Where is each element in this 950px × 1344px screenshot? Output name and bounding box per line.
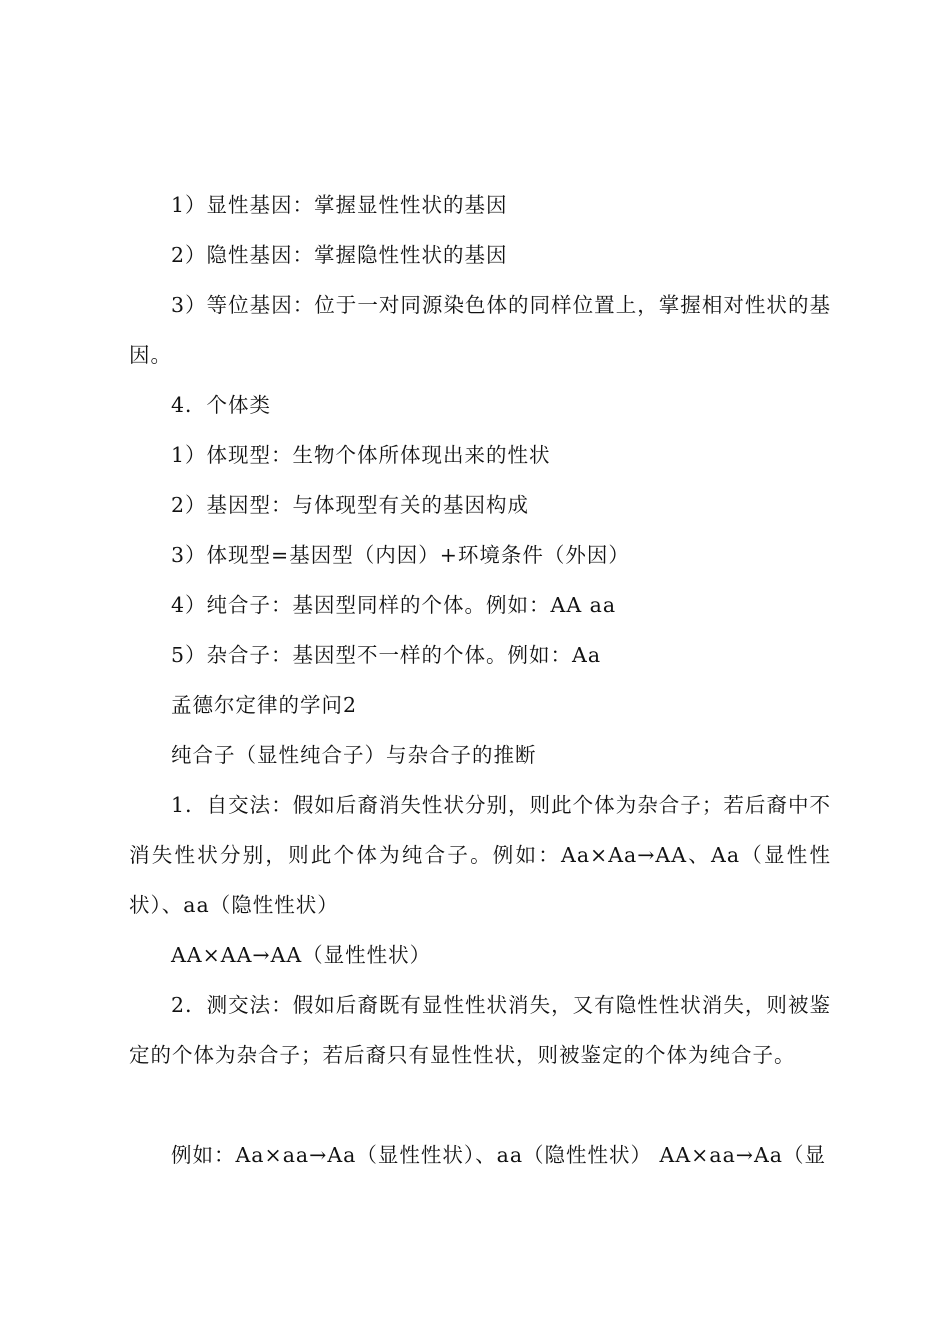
paragraph-homozygote: 4）纯合子：基因型同样的个体。例如：AA aa <box>171 593 617 617</box>
paragraph-dominant-gene: 1）显性基因：掌握显性性状的基因 <box>171 193 508 217</box>
paragraph-recessive-gene: 2）隐性基因：掌握隐性性状的基因 <box>171 243 508 267</box>
section-title-mendel-2: 孟德尔定律的学问2 <box>171 693 358 717</box>
paragraph-selfing-example: AA×AA→AA（显性性状） <box>171 943 432 967</box>
paragraph-phenotype-formula: 3）体现型=基因型（内因）+环境条件（外因） <box>171 543 630 567</box>
paragraph-heterozygote: 5）杂合子：基因型不一样的个体。例如：Aa <box>171 643 602 667</box>
paragraph-phenotype: 1）体现型：生物个体所体现出来的性状 <box>171 443 551 467</box>
section-heading-individual: 4．个体类 <box>171 393 272 417</box>
paragraph-testcross-example: 例如：Aa×aa→Aa（显性性状）、aa（隐性性状） AA×aa→Aa（显 <box>171 1143 826 1167</box>
paragraph-selfing-method: 1．自交法：假如后裔消失性状分别，则此个体为杂合子；若后裔中不消失性状分别，则此个体为纯合子。例如：Aa×Aa→AA、Aa（显性性状）、aa（隐性性状） <box>129 793 831 917</box>
paragraph-testcross-method: 2．测交法：假如后裔既有显性性状消失，又有隐性性状消失，则被鉴定的个体为杂合子；若后裔只有显性性状，则被鉴定的个体为纯合子。 <box>129 993 831 1067</box>
paragraph-allele: 3）等位基因：位于一对同源染色体的同样位置上，掌握相对性状的基因。 <box>129 293 831 367</box>
section-subtitle-judgement: 纯合子（显性纯合子）与杂合子的推断 <box>171 743 537 767</box>
paragraph-genotype: 2）基因型：与体现型有关的基因构成 <box>171 493 530 517</box>
